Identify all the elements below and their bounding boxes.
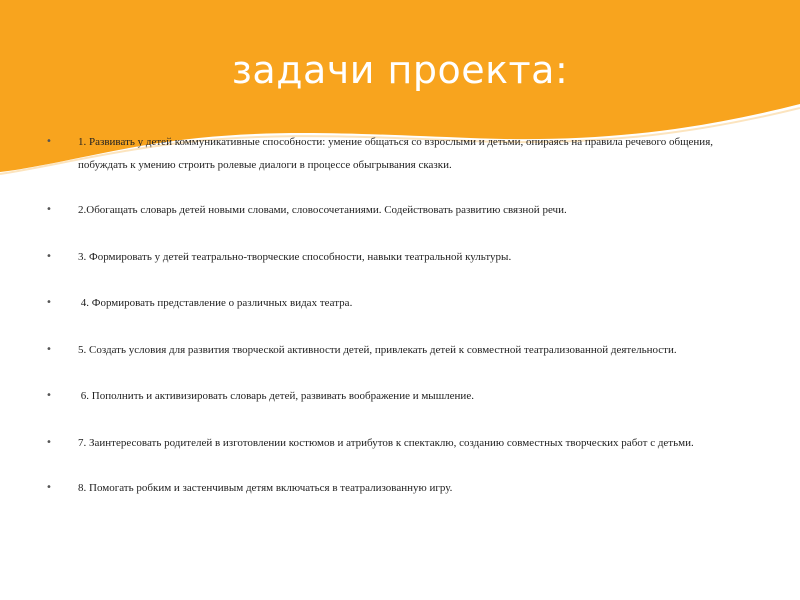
bullet-icon: •	[46, 482, 52, 493]
list-item	[38, 339, 758, 362]
list-item	[38, 292, 758, 315]
list-item-text: 1. Развивать у детей коммуникативные способности: умение общаться со взрослыми и детьми, опираясь на правила речевого общения, побуждать к умению строить ролевые диалоги в процессе обыгрывания сказки.	[78, 136, 716, 171]
list-item-text: 4. Формировать представление о различных видах театра.	[78, 297, 353, 309]
slide-title: задачи проекта:	[231, 48, 569, 92]
bullet-icon: •	[46, 250, 52, 262]
bullet-icon: •	[46, 297, 52, 308]
list-item-text: 3. Формировать у детей театрально-творческие способности, навыки театральной культуры.	[78, 250, 512, 263]
list-item	[38, 432, 758, 455]
list-item-text: 7. Заинтересовать родителей в изготовлении костюмов и атрибутов к спектаклю, созданию совместных творческих работ с детьми.	[78, 436, 694, 449]
list-item	[38, 246, 758, 269]
bullet-icon: •	[46, 204, 52, 215]
list-item	[38, 131, 758, 176]
list-item	[38, 199, 758, 222]
task-list	[38, 131, 758, 500]
bullet-icon: •	[46, 136, 52, 147]
bullet-icon: •	[46, 343, 52, 355]
list-item	[38, 385, 758, 408]
bullet-icon: •	[46, 436, 52, 448]
bullet-icon: •	[46, 390, 52, 401]
list-item-text: 5. Создать условия для развития творческой активности детей, привлекать детей к совместной театрализованной деятельности.	[78, 343, 677, 356]
list-item	[38, 477, 758, 500]
list-item-text: 6. Пополнить и активизировать словарь детей, развивать воображение и мышление.	[78, 390, 474, 402]
list-item-text: 8. Помогать робким и застенчивым детям включаться в театрализованную игру.	[78, 482, 453, 494]
list-item-text: 2.Обогащать словарь детей новыми словами, словосочетаниями. Содействовать развитию связной речи.	[78, 204, 567, 216]
